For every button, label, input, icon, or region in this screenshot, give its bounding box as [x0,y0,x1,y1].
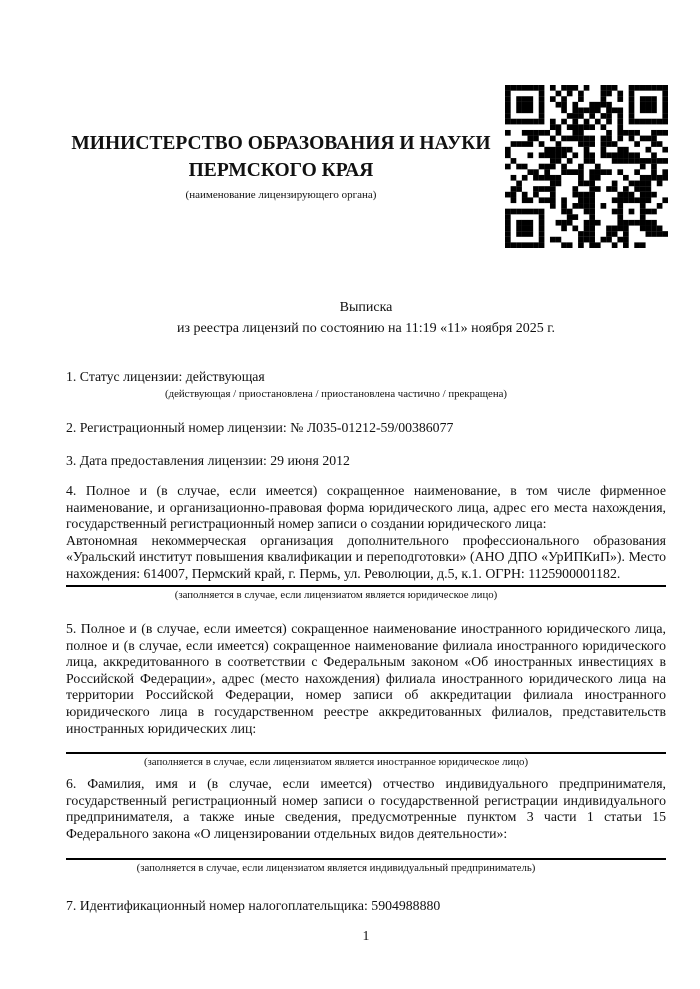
license-grant-date-line: 3. Дата предоставления лицензии: 29 июня 2012 [66,453,350,468]
page-number: 1 [362,928,370,943]
legal-entity-value: Автономная некоммерческая организация дополнительного профессионального образования «Уральский институт повышения квалификации и переподготовки» (АНО ДПО «УрИПКиП»). Место нахождения: 614007, Пермский край, г. Пермь, ул. Революции, д.5, к.1. ОГРН: 1125900001182. [66,532,666,581]
qr-code-icon [505,85,668,248]
legal-entity-section [66,483,666,602]
legal-entity-label: 4. Полное и (в случае, если имеется) сокращенное наименование, в том числе фирменное наименование, и организационно-правовая форма юридического лица, адрес его места нахождения, государственный регистрационный номер записи о создании юридического лица: [66,483,666,532]
document-title [66,297,666,339]
foreign-entity-section [66,621,666,769]
status-options-caption: (действующая / приостановлена / приостановлена частично / прекращена) [165,388,507,400]
entrepreneur-empty-value [66,842,666,856]
taxpayer-id-line: 7. Идентификационный номер налогоплательщика: 5904988880 [66,898,441,913]
registration-number-line: 2. Регистрационный номер лицензии: № Л035-01212-59/00386077 [66,420,454,435]
document-title-date-line: из реестра лицензий по состоянию на 11:19 «11» ноября 2025 г. [177,321,555,336]
document-title-word: Выписка [339,300,393,315]
foreign-entity-label: 5. Полное и (в случае, если имеется) сокращенное наименование иностранного юридического лица, полное и (в случае, если имеется) сокращенное наименование филиала иностранного юридического лица, аккредитованного в соответствии с Федеральным законом «Об иностранных инвестициях в Российской Федерации», адрес (место нахождения) филиала иностранного юридического лица на территории Российской Федерации, номер записи об аккредитации филиала иностранного юридического лица в государственном реестре аккредитованных филиалов, представительств иностранных юридических лиц: [66,621,666,736]
licensing-authority-header [66,130,496,202]
ministry-name-line2: ПЕРМСКОГО КРАЯ [188,160,374,181]
foreign-entity-fill-line [66,752,666,754]
entrepreneur-section [66,776,666,875]
ministry-name-line1: МИНИСТЕРСТВО ОБРАЗОВАНИЯ И НАУКИ [71,133,491,154]
foreign-entity-caption: (заполняется в случае, если лицензиатом является иностранное юридическое лицо) [143,756,529,769]
licensing-authority-caption: (наименование лицензирующего органа) [185,189,377,201]
license-status-line: 1. Статус лицензии: действующая [66,369,265,384]
license-status-section [66,368,666,401]
legal-entity-fill-line [66,585,666,587]
qr-code-icon [505,85,668,248]
entrepreneur-label: 6. Фамилия, имя и (в случае, если имеется) отчество индивидуального предпринимателя, государственный регистрационный номер записи о государственной регистрации индивидуального предпринимателя, а также иные сведения, предусмотренные пунктом 3 части 1 статьи 15 Федерального закона «О лицензировании отдельных видов деятельности»: [66,776,666,841]
foreign-entity-empty-value [66,737,666,750]
legal-entity-caption: (заполняется в случае, если лицензиатом является юридическое лицо) [174,588,498,601]
entrepreneur-fill-line [66,858,666,860]
entrepreneur-caption: (заполняется в случае, если лицензиатом является индивидуальный предприниматель) [136,862,536,875]
